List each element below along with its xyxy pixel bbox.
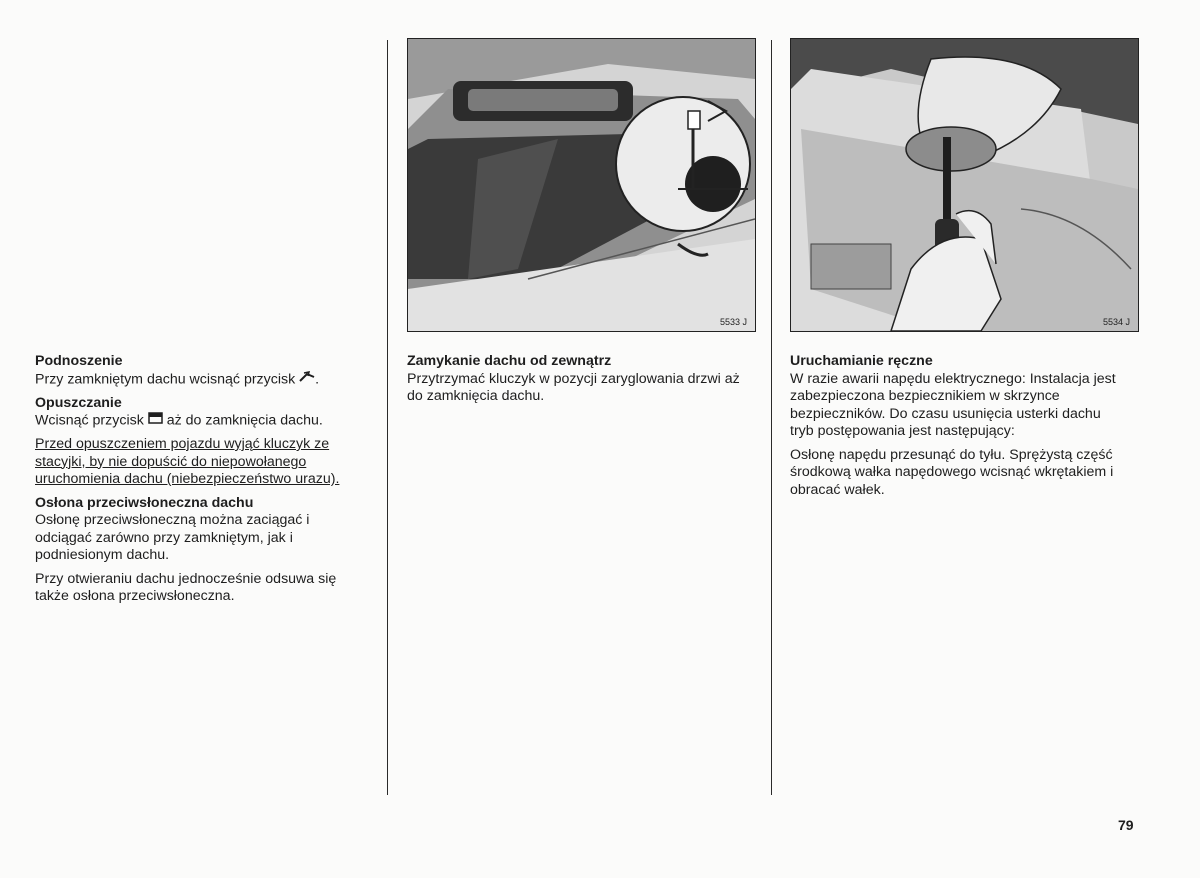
closing-text: Przytrzymać kluczyk w pozycji zaryglowania drzwi aż do zamknięcia dachu. bbox=[407, 370, 740, 404]
raising-text: Przy zamkniętym dachu wcisnąć przycisk bbox=[35, 371, 296, 387]
manual-heading: Uruchamianie ręczne bbox=[790, 353, 933, 369]
manual-text-1: W razie awarii napędu elektrycznego: Instalacja jest zabezpieczona bezpiecznikiem w skrzynce bezpieczników. Do czasu usunięcia usterki dachu tryb postępowania jest następujący: bbox=[790, 370, 1116, 439]
figure-key-closing bbox=[407, 38, 756, 332]
middle-column bbox=[407, 353, 752, 412]
column-divider-right bbox=[771, 40, 772, 795]
right-column bbox=[790, 353, 1125, 505]
roof-close-icon bbox=[148, 412, 163, 430]
manual-text-2: Osłonę napędu przesunąć do tyłu. Sprężystą część środkową wałka napędowego wcisnąć wkrętakiem i obracać wałek. bbox=[790, 446, 1114, 498]
raising-text-end: . bbox=[315, 371, 320, 387]
sunshade-text-1: Osłonę przeciwsłoneczną można zaciągać i odciągać zarówno przy zamkniętym, jak i podniesionym dachu. bbox=[35, 512, 310, 563]
warning-note: Przed opuszczeniem pojazdu wyjąć kluczyk ze stacyjki, by nie dopuścić do niepowołanego uruchomienia dachu (niebezpieczeństwo urazu). bbox=[35, 436, 340, 487]
lowering-section bbox=[35, 395, 365, 431]
page-number: 79 bbox=[1118, 817, 1134, 833]
sunshade-text-2: Przy otwieraniu dachu jednocześnie odsuwa się także osłona przeciwsłoneczna. bbox=[35, 570, 337, 604]
figure-manual-operation bbox=[790, 38, 1139, 332]
car-roof-key-illustration bbox=[408, 39, 755, 331]
sunshade-section bbox=[35, 495, 365, 565]
figure-code: 5534 J bbox=[1102, 317, 1130, 327]
sunshade-heading: Osłona przeciwsłoneczna dachu bbox=[35, 494, 254, 511]
screwdriver-roof-illustration bbox=[791, 39, 1138, 331]
column-divider-left bbox=[387, 40, 388, 795]
figure-code: 5533 J bbox=[719, 317, 747, 327]
raising-section bbox=[35, 353, 365, 389]
manual-section bbox=[790, 353, 1125, 441]
left-column bbox=[35, 353, 365, 612]
lowering-heading: Opuszczanie bbox=[35, 394, 122, 411]
closing-heading: Zamykanie dachu od zewnątrz bbox=[407, 353, 612, 369]
raising-heading: Podnoszenie bbox=[35, 353, 123, 369]
closing-section bbox=[407, 353, 752, 406]
roof-tilt-icon bbox=[299, 371, 315, 389]
lowering-text-a: Wcisnąć przycisk bbox=[35, 412, 144, 429]
lowering-text-b: aż do zamknięcia dachu. bbox=[166, 412, 323, 429]
